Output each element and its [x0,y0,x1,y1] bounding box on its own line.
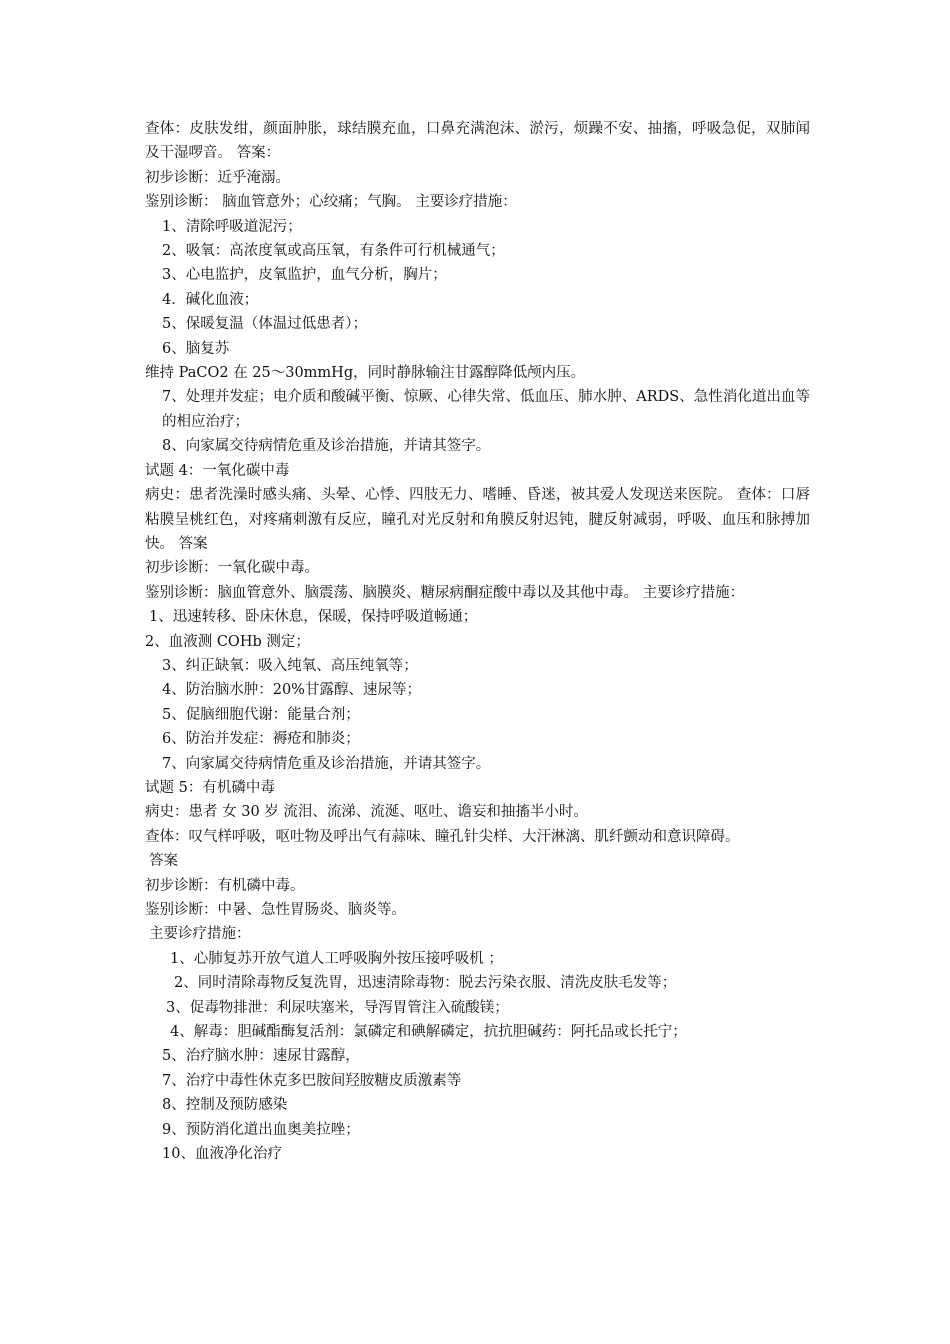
text-line: 3、纠正缺氧：吸入纯氧、高压纯氧等； [162,657,418,674]
text-line: 2、血液测 COHb 测定； [145,633,310,650]
text-line: 1、清除呼吸道泥污； [162,218,302,235]
text-line: 1、心肺复苏开放气道人工呼吸胸外按压接呼吸机 ； [170,950,503,967]
text-line: 3、心电监护，皮氧监护，血气分析，胸片； [162,267,447,284]
text-line: 初步诊断：近乎淹溺。 [145,169,290,186]
document-page [145,117,810,1166]
text-line: 查体：叹气样呼吸，呕吐物及呼出气有蒜味、瞳孔针尖样、大汗淋漓、肌纤颤动和意识障碍。 [145,828,740,845]
text-line: 主要诊疗措施： [149,926,251,943]
text-line: 8、控制及预防感染 [162,1097,288,1114]
text-line: 2、吸氧：高浓度氧或高压氧，有条件可行机械通气； [162,243,505,260]
text-line: 病史：患者洗澡时感头痛、头晕、心悸、四肢无力、嗜睡、昏迷，被其爱人发现送来医院。 查体：口唇粘膜呈桃红色，对疼痛刺激有反应，瞳孔对光反射和角膜反射迟钝，腱反射减弱，呼吸、血压和脉搏加快。 答案 [145,487,810,552]
text-line: 6、脑复苏 [162,340,230,357]
text-line: 6、防治并发症：褥疮和肺炎； [162,731,360,748]
text-line: 2、同时清除毒物反复洗胃，迅速清除毒物：脱去污染衣服、清洗皮肤毛发等； [174,975,677,992]
text-line: 7、向家属交待病情危重及诊治措施，并请其签字。 [162,755,491,772]
text-line: 4、解毒：胆碱酯酶复活剂：氯磷定和碘解磷定，抗抗胆碱药：阿托品或长托宁； [170,1024,687,1041]
text-line: 5、保暖复温（体温过低患者）； [162,316,367,333]
text-line: 7、处理并发症；电介质和酸碱平衡、惊厥、心律失常、低血压、肺水肿、ARDS、急性消化道出血等的相应治疗； [162,389,810,430]
text-line: 8、向家属交待病情危重及诊治措施，并请其签字。 [162,438,491,455]
text-line: 5、促脑细胞代谢：能量合剂； [162,706,360,723]
text-line: 试题 4：一氧化碳中毒 [145,462,290,479]
text-line: 鉴别诊断： 脑血管意外；心绞痛；气胸。 主要诊疗措施： [145,194,517,211]
text-line: 答案 [149,853,178,870]
text-line: 5、治疗脑水肿：速尿甘露醇， [162,1048,360,1065]
text-line: 9、预防消化道出血奥美拉唑； [162,1121,360,1138]
text-line: 初步诊断：有机磷中毒。 [145,877,305,894]
text-line: 试题 5：有机磷中毒 [145,779,275,796]
text-line: 鉴别诊断：中暑、急性胃肠炎、脑炎等。 [145,902,406,918]
text-line: 1、迅速转移、卧床休息，保暖，保持呼吸道畅通； [149,609,478,626]
text-line: 4、防治脑水肿：20%甘露醇、速尿等； [162,682,421,699]
text-line: 查体：皮肤发绀，颜面肿胀，球结膜充血，口鼻充满泡沫、淤污，烦躁不安、抽搐，呼吸急促，双肺闻及干湿啰音。 答案： [145,121,810,162]
text-line: 4．碱化血液； [162,291,259,308]
text-line: 3、促毒物排泄：利尿呋塞米，导泻胃管注入硫酸镁； [166,999,509,1016]
text-line: 病史：患者 女 30 岁 流泪、流涕、流涎、呕吐、谵妄和抽搐半小时。 [145,804,588,821]
text-line: 鉴别诊断：脑血管意外、脑震荡、脑膜炎、糖尿病酮症酸中毒以及其他中毒。 主要诊疗措施： [145,584,745,601]
text-line: 10、血液净化治疗 [162,1146,282,1163]
text-line: 7、治疗中毒性休克多巴胺间羟胺糖皮质激素等 [162,1072,462,1089]
text-line: 维持 PaCO2 在 25～30mmHg，同时静脉输注甘露醇降低颅内压。 [145,365,586,382]
text-line: 初步诊断：一氧化碳中毒。 [145,560,319,577]
